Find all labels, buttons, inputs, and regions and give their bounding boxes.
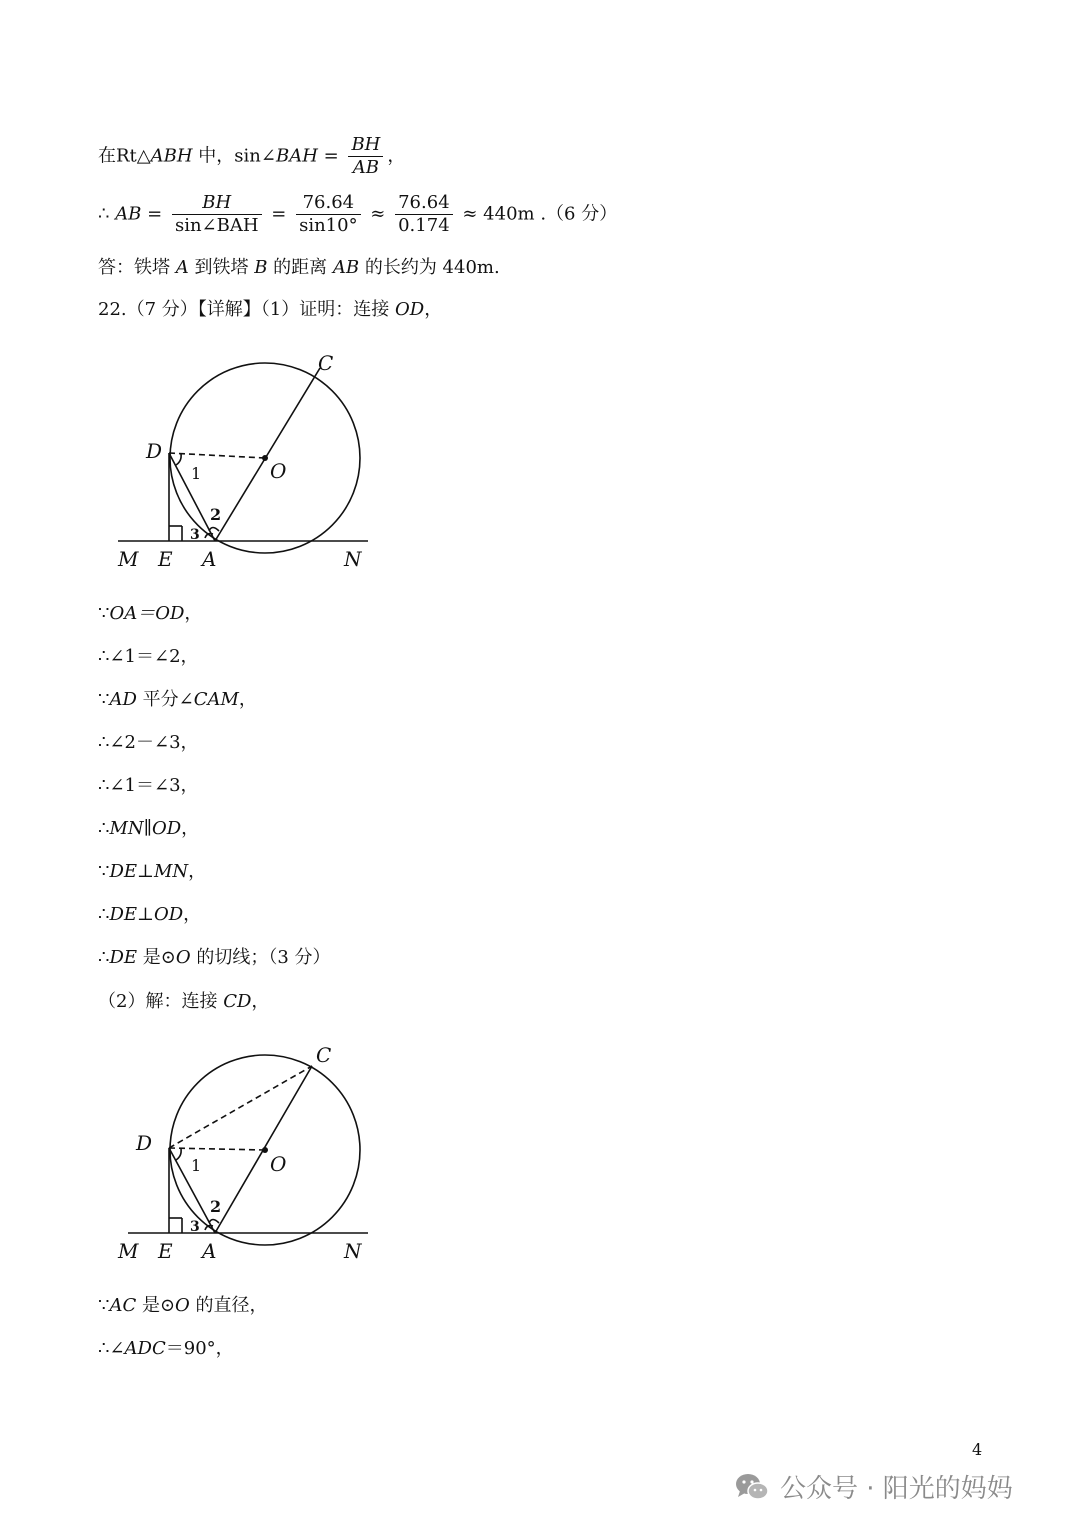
text: OA＝OD xyxy=(109,603,185,624)
text: 的距离 xyxy=(267,257,333,278)
text: ABH xyxy=(150,145,193,167)
text: DE⊥MN xyxy=(109,861,189,882)
text: DE xyxy=(109,947,138,968)
text: O xyxy=(175,1295,190,1316)
watermark xyxy=(734,1468,1013,1505)
text-line-6 xyxy=(98,645,199,669)
text: 的长约为 440m. xyxy=(359,257,500,278)
fraction: $\frac{76.64}{\sin 10^\circ}$ xyxy=(296,192,361,237)
wechat-icon xyxy=(734,1472,770,1502)
text-line-15 xyxy=(98,1294,268,1318)
text: 是⊙ xyxy=(136,1295,176,1316)
text: O xyxy=(175,947,191,968)
label-m: M xyxy=(118,1239,139,1263)
text: CAM xyxy=(193,689,239,710)
text: 在Rt△ xyxy=(98,145,151,167)
text: ， xyxy=(184,603,203,624)
text: ＝90°， xyxy=(165,1338,234,1359)
geometry-figure-1 xyxy=(112,348,382,578)
label-d: D xyxy=(146,439,163,463)
text: ∴ xyxy=(98,947,110,968)
text: ， xyxy=(188,861,207,882)
text: ∵ xyxy=(98,861,110,882)
label-o: O xyxy=(270,1152,287,1176)
text: 22.（7 分）【详解】（1）证明：连接 xyxy=(98,299,395,320)
fraction: $\frac{76.64}{0.174}$ xyxy=(395,192,453,237)
text: ， xyxy=(183,904,202,925)
text: = xyxy=(265,203,293,225)
label-a: A xyxy=(202,547,217,571)
label-c: C xyxy=(318,351,334,375)
text: AB xyxy=(332,257,360,278)
angle-label-2: 2 xyxy=(210,1197,222,1216)
text: CD xyxy=(223,991,252,1012)
text: 平分∠ xyxy=(136,689,194,710)
text: MN∥OD xyxy=(109,818,182,839)
text-line-13 xyxy=(98,946,331,970)
page-number: 4 xyxy=(972,1440,983,1459)
text-line-8 xyxy=(98,731,199,755)
label-n: N xyxy=(344,547,362,571)
text: ∴∠1＝∠2， xyxy=(98,646,199,667)
text: = xyxy=(141,203,168,225)
label-e: E xyxy=(158,547,173,571)
text: ∵ xyxy=(98,1295,110,1316)
text-line-7 xyxy=(98,688,257,712)
label-n: N xyxy=(344,1239,362,1263)
text: ≈ xyxy=(364,203,392,225)
angle-label-3: 3 xyxy=(190,1219,200,1235)
text: ∵ xyxy=(98,603,110,624)
text: 的直径， xyxy=(189,1295,268,1316)
label-a: A xyxy=(202,1239,217,1263)
label-m: M xyxy=(118,547,139,571)
text-line-5 xyxy=(98,602,202,626)
text: ADC xyxy=(124,1338,166,1359)
text: 的切线；（3 分） xyxy=(190,947,331,968)
text: ∴ xyxy=(98,203,116,225)
angle-label-2: 2 xyxy=(210,505,222,524)
label-e: E xyxy=(158,1239,173,1263)
text: AD xyxy=(109,689,137,710)
text-line-3 xyxy=(98,256,500,280)
label-d: D xyxy=(136,1131,153,1155)
text: ∴ xyxy=(98,818,110,839)
text: A xyxy=(175,257,189,278)
watermark-text: 公众号 · 阳光的妈妈 xyxy=(780,1474,1013,1504)
angle-label-3: 3 xyxy=(190,527,200,543)
fraction: $\frac{BH}{\text{sin∠BAH}}$ xyxy=(172,192,262,237)
text: ， xyxy=(424,299,443,320)
text-line-16 xyxy=(98,1337,234,1361)
text-line-9 xyxy=(98,774,199,798)
text-line-14 xyxy=(98,990,269,1014)
text: DE⊥OD xyxy=(109,904,184,925)
text: ， xyxy=(251,991,270,1012)
text-line-10 xyxy=(98,817,199,841)
text-line-2 xyxy=(98,192,617,237)
text: （2）解：连接 xyxy=(98,991,224,1012)
text: BAH xyxy=(275,145,318,167)
fraction: $\frac{BH}{AB}$ xyxy=(348,134,383,179)
text-line-11 xyxy=(98,860,206,884)
text-line-12 xyxy=(98,903,201,927)
text: ∴ xyxy=(98,904,110,925)
text: 是⊙ xyxy=(137,947,176,968)
text: ∴∠2－∠3， xyxy=(98,732,199,753)
text: = xyxy=(317,145,345,167)
text: 答：铁塔 xyxy=(98,257,176,278)
label-o: O xyxy=(270,459,287,483)
text: ， xyxy=(238,689,257,710)
text-line-1 xyxy=(98,134,405,179)
text: ， xyxy=(387,145,406,167)
text-line-4 xyxy=(98,298,442,322)
text: ∵ xyxy=(98,689,110,710)
text: ≈ 440m .（6 分） xyxy=(456,203,618,225)
text: OD xyxy=(394,299,425,320)
text: ∴∠1＝∠3， xyxy=(98,775,199,796)
text: AC xyxy=(109,1295,137,1316)
label-c: C xyxy=(316,1043,332,1067)
text: ∴∠ xyxy=(98,1338,125,1359)
text: 到铁塔 xyxy=(188,257,255,278)
geometry-figure-2 xyxy=(112,1040,382,1270)
angle-label-1: 1 xyxy=(191,464,202,483)
text: B xyxy=(254,257,268,278)
text: AB xyxy=(115,203,142,225)
angle-label-1: 1 xyxy=(191,1156,202,1175)
text: 中，sin∠ xyxy=(192,145,276,167)
text: ， xyxy=(181,818,200,839)
